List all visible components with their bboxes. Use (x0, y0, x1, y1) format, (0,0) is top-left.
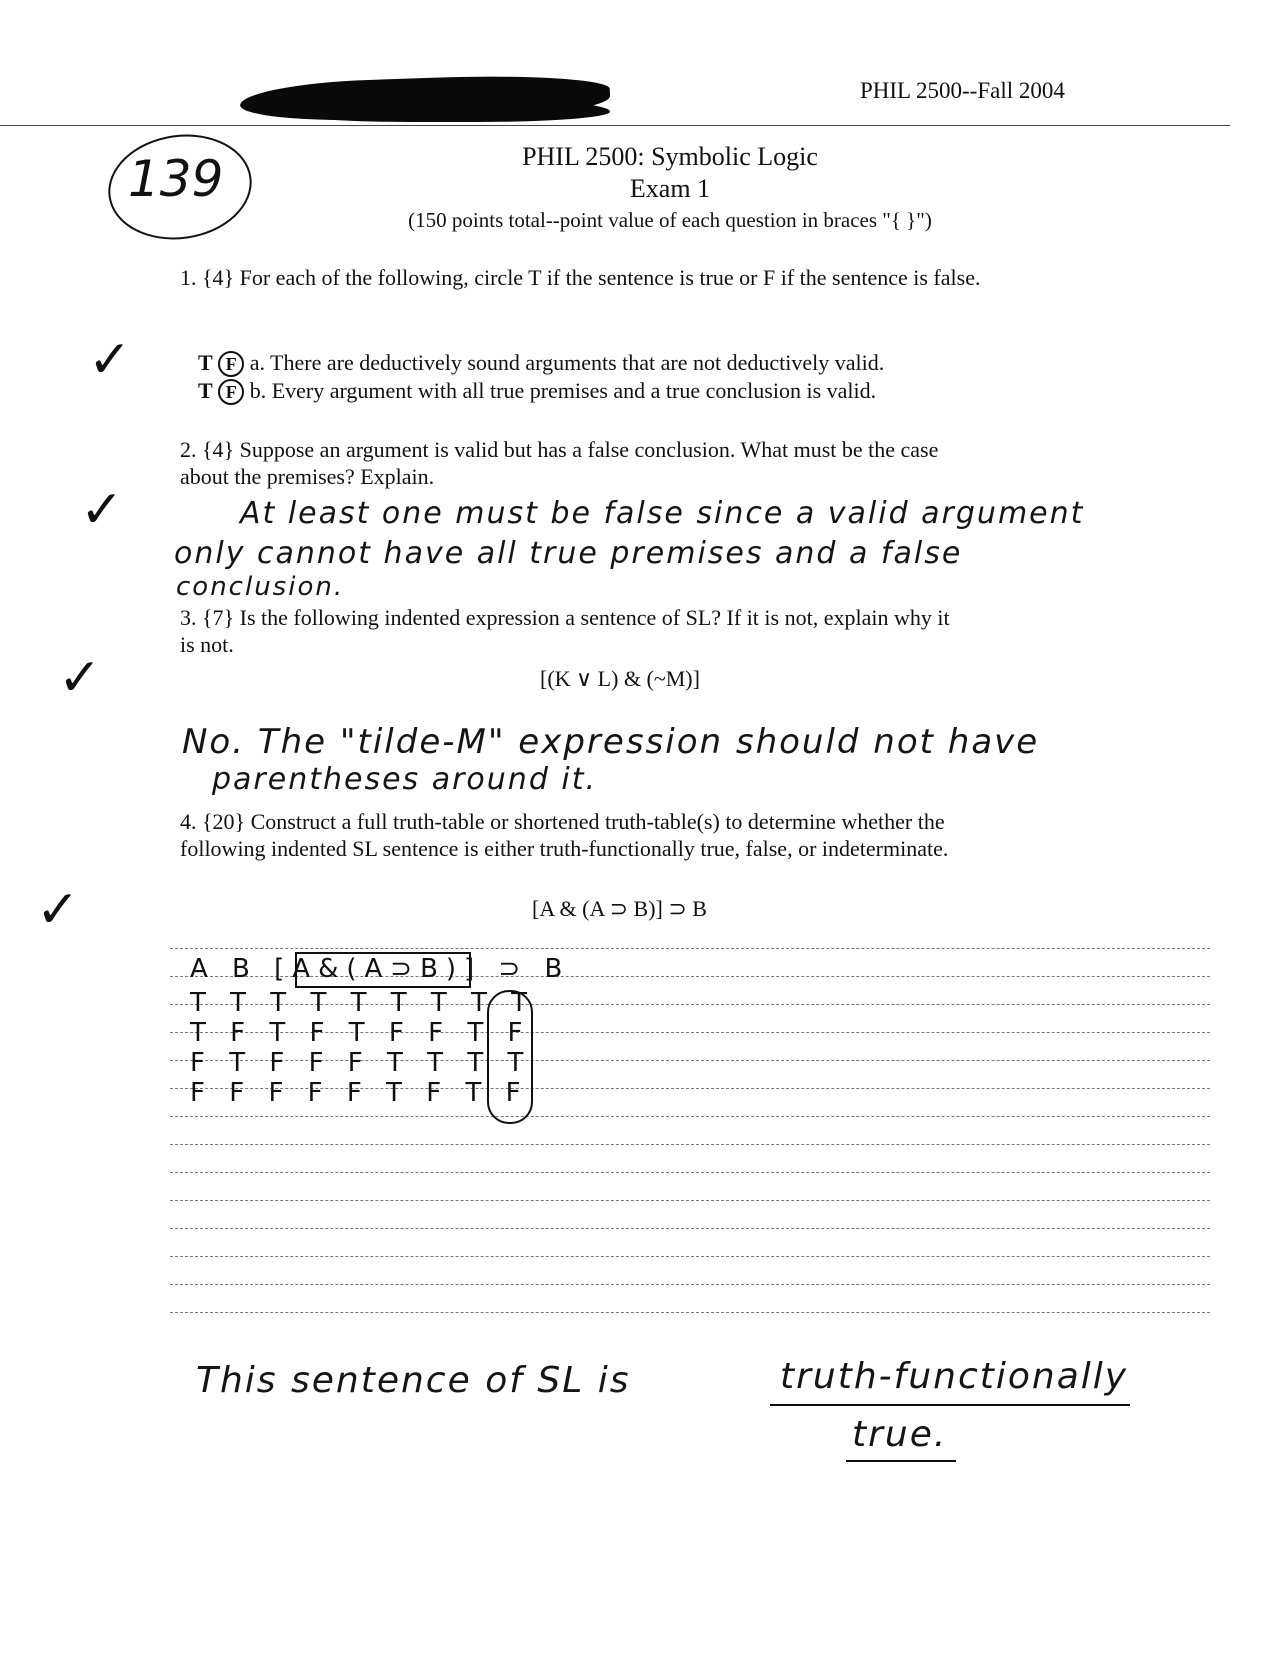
q2-answer-line2: only cannot have all true premises and a false (174, 536, 963, 571)
truth-table-header: A B [A&(A⊃B)] ⊃ B (190, 954, 571, 984)
truth-table-row: F T F F F T T T T (190, 1048, 532, 1078)
q2-answer-line3: conclusion. (176, 572, 345, 602)
main-connective-oval (487, 990, 533, 1124)
q3-answer-line2: parentheses around it. (212, 762, 598, 797)
q4-conclusion-prefix: This sentence of SL is (196, 1360, 631, 1401)
truth-table-row: T T T T T T T T T (190, 988, 536, 1018)
truth-table-row: F F F F F T F T F (190, 1078, 529, 1108)
q4-answer-underline (770, 1404, 1130, 1406)
q3-answer-line1: No. The "tilde-M" expression should not have (182, 722, 1040, 762)
circled-f-b: F (218, 379, 244, 405)
q4-conclusion-answer-line2: true. (852, 1414, 948, 1455)
q4-conclusion-answer-line1: truth-functionally (780, 1356, 1129, 1397)
score: 139 (128, 150, 224, 208)
points-note: (150 points total--point value of each question in braces "{ }") (408, 208, 932, 232)
exam-number: Exam 1 (629, 174, 711, 203)
check-mark-q1: ✓ (88, 330, 132, 390)
circled-f-a: F (218, 351, 244, 377)
q3-expression: [(K ∨ L) & (~M)] (540, 666, 700, 691)
truth-table-row: T F T F T F F T F (190, 1018, 531, 1048)
q4-answer-underline-2 (846, 1460, 956, 1462)
q3-prompt: 3. {7} Is the following indented expression a sentence of SL? If it is not, explain why it is not. (180, 605, 950, 657)
q4-expression: [A & (A ⊃ B)] ⊃ B (532, 896, 707, 921)
q1-prompt: 1. {4} For each of the following, circle T if the sentence is true or F if the sentence is false. (180, 265, 981, 290)
q2-prompt: 2. {4} Suppose an argument is valid but has a false conclusion. What must be the case about the premises? Explain. (180, 437, 939, 489)
check-mark-q3: ✓ (58, 648, 102, 708)
q2-answer-line1: At least one must be false since a valid argument (240, 496, 1085, 531)
exam-title: PHIL 2500: Symbolic Logic (522, 142, 818, 171)
q4-prompt: 4. {20} Construct a full truth-table or shortened truth-table(s) to determine whether the following indented SL sentence is either truth-functionally true, false, or indeterminate. (180, 809, 949, 861)
check-mark-q2: ✓ (80, 480, 124, 540)
header-rule (0, 125, 1230, 126)
q1-item-b: T F b. Every argument with all true premises and a true conclusion is valid. (198, 378, 877, 403)
q1-item-a: T F a. There are deductively sound arguments that are not deductively valid. (198, 350, 885, 375)
check-mark-q4: ✓ (36, 880, 80, 940)
course-term: PHIL 2500--Fall 2004 (860, 78, 1065, 103)
